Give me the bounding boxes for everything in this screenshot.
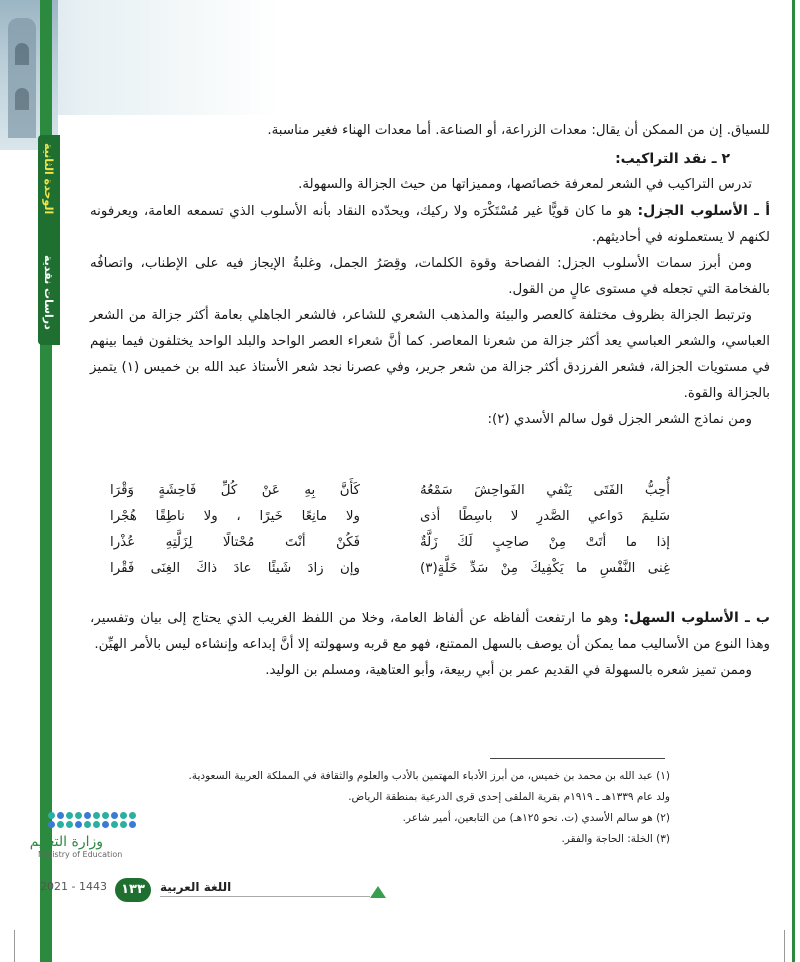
footnote-divider bbox=[490, 758, 665, 759]
verse-second-half: كَأَنَّ بِهِ عَنْ كُلِّ فَاحِشَةٍ وَقْرَا bbox=[110, 483, 360, 498]
crop-mark bbox=[14, 930, 15, 962]
header-background bbox=[0, 0, 800, 115]
footnotes bbox=[140, 766, 670, 850]
poem bbox=[110, 478, 670, 582]
verse-first-half: سَليمَ دَواعي الصَّدرِ لا باسِطًا أذى bbox=[420, 509, 670, 524]
part-b-paragraph-1-text: وهو ما ارتفعت ألفاظه عن ألفاظ العامة، وخلا من اللفظ الغريب الذي يحتاج إلى بيان وتفسير، وهذا النوع من الأساليب مما يمكن أن يوصف بالسهل الممتنع، فهو مع قربه وسهولته إلا أنَّ إبداعه وإنشاءه ليس بالأمر الهيِّن. bbox=[90, 611, 770, 652]
footnote-1-continued: ولد عام ١٣٣٩هـ ـ ١٩١٩م بقرية الملقى إحدى قرى الدرعية بمنطقة الرياض. bbox=[348, 791, 670, 803]
footnote-1: (١) عبد الله بن محمد بن خميس، من أبرز الأدباء المهتمين بالأدب والعلوم والثقافة في المملكة العربية السعودية. bbox=[188, 770, 670, 782]
intro-paragraph: للسياق. إن من الممكن أن يقال: معدات الزراعة، أو الصناعة. أما معدات الهناء فغير مناسبة. bbox=[267, 123, 770, 138]
subject-title: اللغة العربية bbox=[160, 880, 232, 894]
verse-second-half: ولا مانِعًا خَيرًا ، ولا ناطِقًا هُجْرا bbox=[110, 509, 360, 524]
poem-verse bbox=[110, 504, 670, 530]
crop-mark bbox=[784, 930, 785, 962]
part-b-paragraph-1 bbox=[90, 605, 770, 658]
poem-verse bbox=[110, 478, 670, 504]
footer-leaf-icon bbox=[370, 886, 386, 898]
paragraph-5: ومن نماذج الشعر الجزل قول سالم الأسدي (٢): bbox=[487, 412, 752, 427]
edition-year: 2021 - 1443 bbox=[40, 880, 107, 893]
footnote-3: (٣) الخلة: الحاجة والفقر. bbox=[561, 833, 670, 845]
poem-verse bbox=[110, 530, 670, 556]
sahl-heading: ب ـ الأسلوب السهل: bbox=[623, 610, 771, 626]
verse-first-half: أُحِبُّ الفَتَى يَنْفي الفَواحِشَ سَمْعُهُ bbox=[420, 483, 670, 498]
paragraph-2 bbox=[90, 198, 770, 251]
section-label: دراسات نقدية bbox=[42, 255, 55, 330]
verse-second-half: فَكُنْ أنْتَ مُحْتالًا لِزَلَّتِهِ عُذْرا bbox=[110, 535, 360, 550]
verse-first-half: غِنى النَّفْسِ ما يَكْفِيكَ مِنْ سَدِّ خَلَّةٍ(٣) bbox=[420, 561, 670, 576]
poem-verse bbox=[110, 556, 670, 582]
paragraph-1: تدرس التراكيب في الشعر لمعرفة خصائصها، ومميزاتها من حيث الجزالة والسهولة. bbox=[298, 177, 752, 192]
part-b-text bbox=[90, 605, 770, 684]
unit-label: الوحدة الثانية bbox=[42, 143, 55, 215]
right-border-line bbox=[792, 0, 795, 962]
logo-dots-icon bbox=[48, 812, 128, 828]
verse-first-half: إذا ما أتَتْ مِنْ صاحِبٍ لَكَ زَلَّةٌ bbox=[420, 535, 670, 550]
paragraph-2-text: هو ما كان قويًّا غير مُسْتَكْرَه ولا ركيك، ويحدّده النقاد بأنه الأسلوب الذي تسمعه العامة، ويعرفونه لكنهم لا يستعملونه في أحاديثهم. bbox=[90, 204, 770, 245]
page-number: ١٣٣ bbox=[115, 878, 151, 902]
paragraph-3: ومن أبرز سمات الأسلوب الجزل: الفصاحة وقوة الكلمات، وقِصَرُ الجمل، وغلبةُ الإيجاز فيه على الإطناب، واتصافُه بالفخامة التي تجعله في مستوى عالٍ من القول. bbox=[90, 256, 770, 297]
verse-second-half: وإن زادَ شَيئًا عادَ ذاكَ الغِنَى فَقْرا bbox=[110, 561, 360, 576]
ministry-name-ar: وزارة التعليم bbox=[29, 834, 103, 850]
ministry-logo bbox=[18, 812, 128, 859]
footer-line bbox=[160, 896, 370, 897]
paragraph-4: وترتبط الجزالة بظروف مختلفة كالعصر والبيئة والمذهب الشعري للشاعر، فالشعر الجاهلي بعامة أكثر جزالة من الشعر العباسي، والشعر العباسي يعد أكثر جزالة من شعرنا المعاصر. كما أنَّ شعراء العصر الواحد والبلد الواحد يختلفون فيما بينهم في مستويات الجزالة، فشعر الفرزدق أكثر جزالة من شعر جرير، وفي عصرنا نجد شعر الأستاذ عبد الله بن خميس (١) يتميز بالجزالة والقوة. bbox=[90, 308, 770, 401]
part-b-paragraph-2: وممن تميز شعره بالسهولة في القديم عمر بن أبي ربيعة، وأبو العتاهية، ومسلم بن الوليد. bbox=[265, 663, 752, 678]
ministry-name-en: Ministry of Education bbox=[38, 850, 123, 859]
section-heading: ٢ ـ نقد التراكيب: bbox=[615, 151, 730, 167]
unit-side-tab bbox=[38, 135, 60, 345]
jazl-heading: أ ـ الأسلوب الجزل: bbox=[637, 203, 771, 219]
footnote-2: (٢) هو سالم الأسدي (ت. نحو ١٢٥هـ) من التابعين، أمير شاعر. bbox=[402, 812, 670, 824]
main-text bbox=[90, 118, 770, 433]
